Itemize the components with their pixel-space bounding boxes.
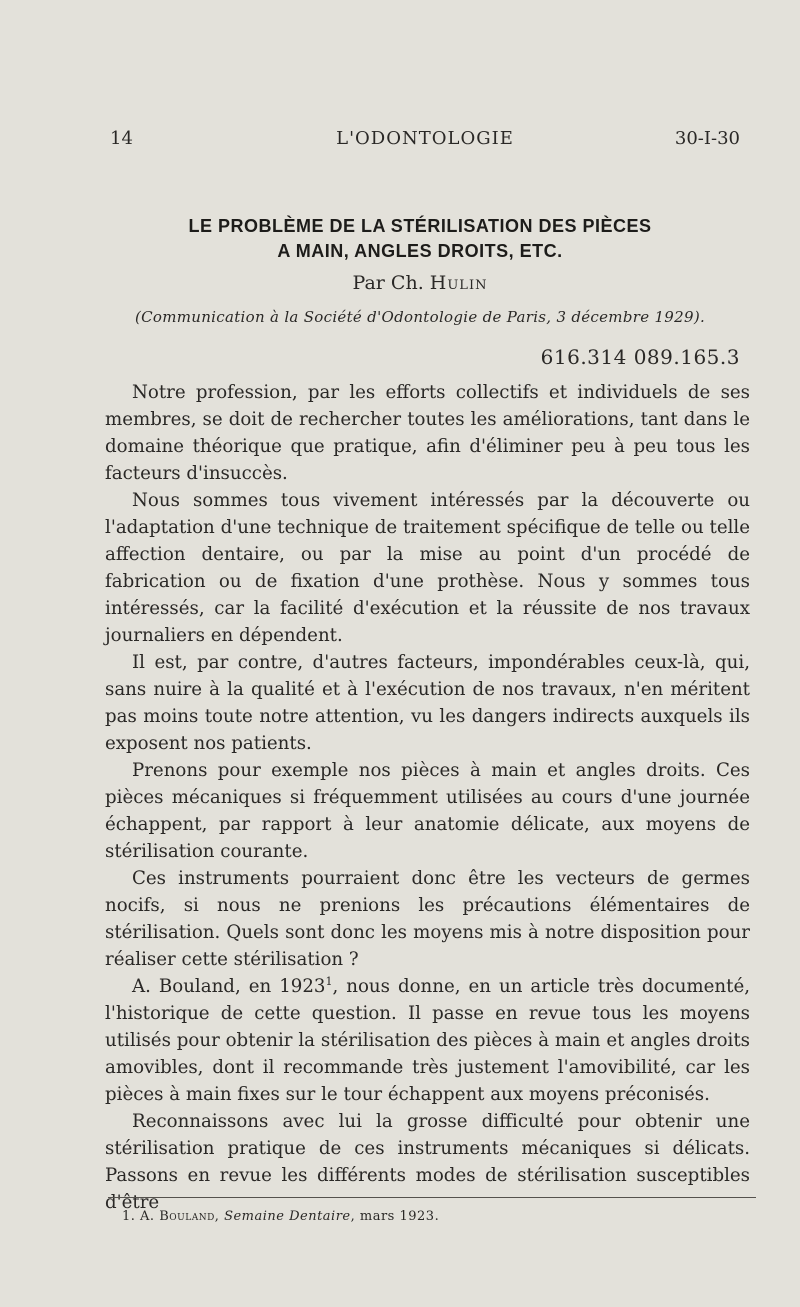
footnote-number: 1. xyxy=(122,1209,141,1224)
paragraph: Prenons pour exemple nos pièces à main et angles droits. Ces pièces mécaniques si fréquemment utilisées au cours d'une journée échappent, par rapport à leur anatomie délicate, aux moyens de stérilisation courante. xyxy=(105,760,750,862)
article-title xyxy=(100,214,740,264)
issue-date: 30-I-30 xyxy=(674,128,740,149)
communication-note: (Communication à la Société d'Odontologie de Paris, 3 décembre 1929). xyxy=(134,308,706,326)
author-name: Hulin xyxy=(429,272,488,294)
footnote-separator: , xyxy=(214,1209,225,1224)
paragraph-text: A. Bouland, en 1923 xyxy=(132,976,326,997)
footnote-reference: 1 xyxy=(325,974,333,988)
footnote-divider xyxy=(108,1197,756,1198)
author-line xyxy=(100,272,740,294)
paragraph-text: , nous donne, en un article très documenté, l'historique de cette question. Il passe en revue tous les moyens utilisés pour obtenir la stérilisation des pièces à main et angles droits amovibles, dont il recommande très justement l'amovibilité, car les pièces à main fixes sur le tour échappent aux moyens préconisés. xyxy=(105,976,750,1105)
classification-number: 616.314 089.165.3 xyxy=(540,345,740,369)
paragraph: Il est, par contre, d'autres facteurs, impondérables ceux-là, qui, sans nuire à la qualité et à l'exécution de nos travaux, n'en méritent pas moins toute notre attention, vu les dangers indirects auxquels ils exposent nos patients. xyxy=(105,652,750,754)
paragraph: Ces instruments pourraient donc être les vecteurs de germes nocifs, si nous ne prenions les précautions élémentaires de stérilisation. Quels sont donc les moyens mis à notre disposition pour réaliser cette stérilisation ? xyxy=(105,868,750,970)
title-line-1: LE PROBLÈME DE LA STÉRILISATION DES PIÈCES xyxy=(188,216,652,236)
author-prefix: Par Ch. xyxy=(352,272,430,294)
footnote xyxy=(122,1209,439,1224)
footnote-author: A. Bouland xyxy=(140,1209,215,1224)
paragraph: Nous sommes tous vivement intéressés par la découverte ou l'adaptation d'une technique de traitement spécifique de telle ou telle affection dentaire, ou par la mise au point d'un procédé de fabrication ou de fixation d'une prothèse. Nous y sommes tous intéressés, car la facilité d'exécution et la réussite de nos travaux journaliers en dépendent. xyxy=(105,490,750,646)
article-body xyxy=(105,379,750,1216)
running-head xyxy=(110,128,740,154)
footnote-journal: Semaine Dentaire xyxy=(224,1209,351,1224)
paragraph: Reconnaissons avec lui la grosse difficulté pour obtenir une stérilisation pratique de ces instruments mécaniques si délicats. Passons en revue les différents modes de stérilisation susceptibles d'être xyxy=(105,1111,750,1213)
paragraph: Notre profession, par les efforts collectifs et individuels de ses membres, se doit de rechercher toutes les améliorations, tant dans le domaine théorique que pratique, afin d'éliminer peu à peu tous les facteurs d'insuccès. xyxy=(105,382,750,484)
title-line-2: A MAIN, ANGLES DROITS, ETC. xyxy=(277,241,563,261)
page-number: 14 xyxy=(110,128,133,149)
paragraph xyxy=(105,973,750,1108)
footnote-date: , mars 1923. xyxy=(350,1209,440,1224)
journal-title: L'ODONTOLOGIE xyxy=(336,128,514,149)
